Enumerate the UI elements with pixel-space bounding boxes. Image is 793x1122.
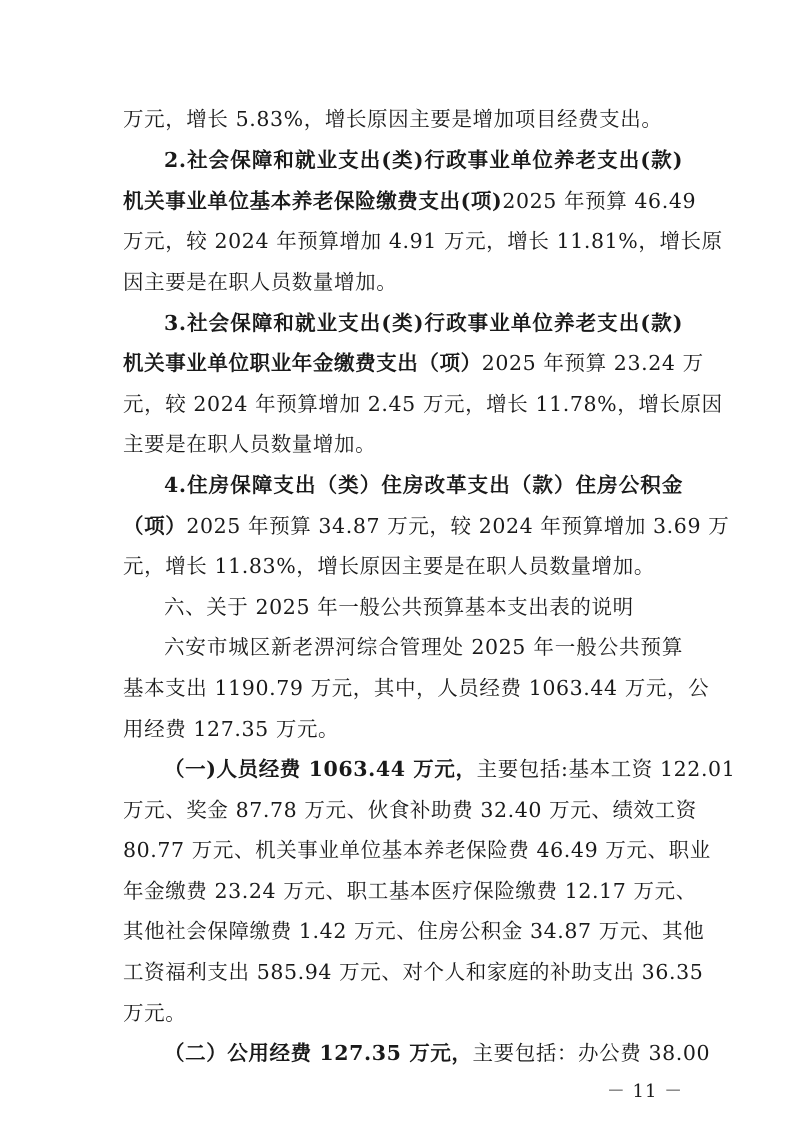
paragraph-line: 主要是在职人员数量增加。 xyxy=(123,432,377,456)
item-2-line xyxy=(123,187,697,215)
paragraph-line: 万元，增长 5.83%，增长原因主要是增加项目经费支出。 xyxy=(123,107,663,131)
paragraph-line: 元，较 2024 年预算增加 2.45 万元，增长 11.78%，增长原因 xyxy=(123,392,723,416)
paragraph-line: 万元。 xyxy=(123,1001,187,1025)
paragraph-line: 年金缴费 23.24 万元、职工基本医疗保险缴费 12.17 万元、 xyxy=(123,879,697,903)
section-6-heading: 六、关于 2025 年一般公共预算基本支出表的说明 xyxy=(164,595,634,619)
item-2-budget: 2025 年预算 46.49 xyxy=(502,189,697,213)
item-3-heading: 3.社会保障和就业支出(类)行政事业单位养老支出(款) xyxy=(164,311,683,335)
item-2-heading: 2.社会保障和就业支出(类)行政事业单位养老支出(款) xyxy=(164,148,683,172)
item-3-budget: 2025 年预算 23.24 万 xyxy=(481,351,704,375)
page-number: － 11 － xyxy=(606,1081,684,1102)
item-3-line xyxy=(123,349,704,377)
public-expense-detail: 主要包括：办公费 38.00 xyxy=(472,1041,711,1065)
item-4-category: （项） xyxy=(123,514,187,538)
public-expense-line xyxy=(164,1039,711,1067)
paragraph-line: 元，增长 11.83%，增长原因主要是在职人员数量增加。 xyxy=(123,554,655,578)
paragraph-line: 其他社会保障缴费 1.42 万元、住房公积金 34.87 万元、其他 xyxy=(123,919,705,943)
item-3-category: 机关事业单位职业年金缴费支出（项） xyxy=(123,351,482,375)
personnel-expense-detail: 主要包括:基本工资 122.01 xyxy=(476,757,736,781)
personnel-expense-line xyxy=(164,755,736,783)
public-expense-heading: （二）公用经费 127.35 万元， xyxy=(164,1041,473,1065)
paragraph-line: 用经费 127.35 万元。 xyxy=(123,717,340,741)
paragraph-line: 80.77 万元、机关事业单位基本养老保险费 46.49 万元、职业 xyxy=(123,838,711,862)
paragraph-line: 因主要是在职人员数量增加。 xyxy=(123,270,398,294)
paragraph-line: 万元、奖金 87.78 万元、伙食补助费 32.40 万元、绩效工资 xyxy=(123,798,697,822)
paragraph-line: 工资福利支出 585.94 万元、对个人和家庭的补助支出 36.35 xyxy=(123,960,704,984)
item-2-category: 机关事业单位基本养老保险缴费支出(项) xyxy=(123,189,503,213)
paragraph-line: 六安市城区新老淠河综合管理处 2025 年一般公共预算 xyxy=(164,635,683,659)
item-4-line xyxy=(123,512,730,540)
item-4-budget: 2025 年预算 34.87 万元，较 2024 年预算增加 3.69 万 xyxy=(186,514,730,538)
paragraph-line: 基本支出 1190.79 万元，其中，人员经费 1063.44 万元，公 xyxy=(123,676,710,700)
personnel-expense-heading: （一)人员经费 1063.44 万元， xyxy=(164,757,477,781)
paragraph-line: 万元，较 2024 年预算增加 4.91 万元，增长 11.81%，增长原 xyxy=(123,229,723,253)
item-4-heading: 4.住房保障支出（类）住房改革支出（款）住房公积金 xyxy=(164,473,683,497)
